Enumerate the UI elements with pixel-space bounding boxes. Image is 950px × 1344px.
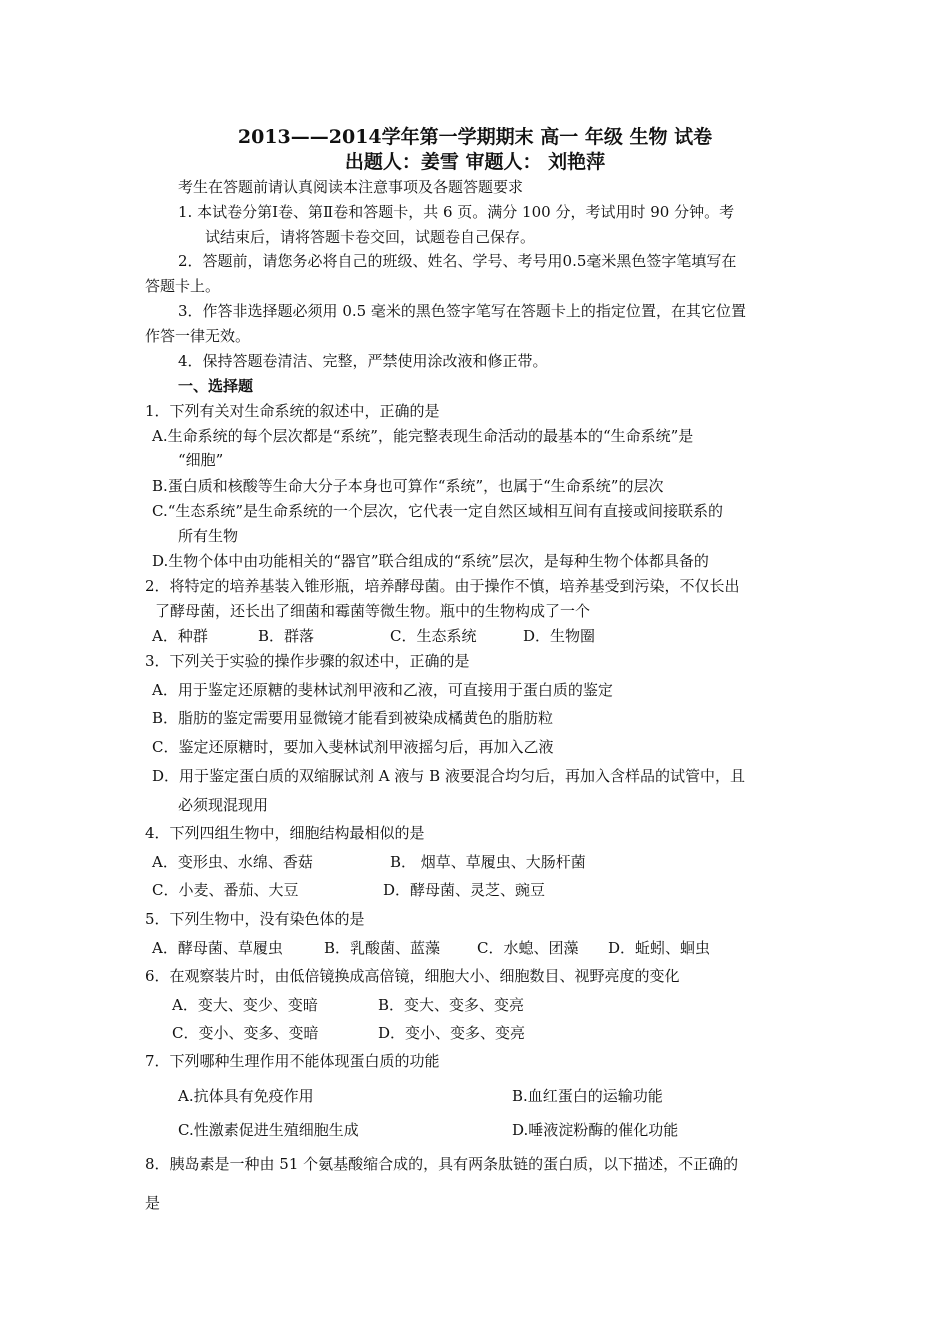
- question-6-option-b: B．变大、变多、变亮: [378, 996, 525, 1014]
- question-2-stem: 2．将特定的培养基装入锥形瓶，培养酵母菌。由于操作不慎，培养基受到污染，不仅长出: [145, 577, 740, 595]
- question-3-option-d-cont: 必须现混现用: [178, 796, 269, 814]
- question-1-option-d: D.生物个体中由功能相关的“器官”联合组成的“系统”层次，是每种生物个体都具备的: [152, 552, 709, 570]
- question-1-option-a: A.生命系统的每个层次都是“系统”，能完整表现生命活动的最基本的“生命系统”是: [152, 427, 694, 445]
- notice-item-4: 4．保持答题卷清洁、完整，严禁使用涂改液和修正带。: [178, 352, 548, 370]
- question-6-option-c: C．变小、变多、变暗: [172, 1024, 319, 1042]
- question-1-option-a-cont: “细胞”: [178, 451, 224, 469]
- question-2-stem-cont: 了酵母菌，还长出了细菌和霉菌等微生物。瓶中的生物构成了一个: [155, 602, 591, 620]
- question-3-option-a: A．用于鉴定还原糖的斐林试剂甲液和乙液，可直接用于蛋白质的鉴定: [152, 681, 613, 699]
- notice-item-1: 1. 本试卷分第Ⅰ卷、第Ⅱ卷和答题卡，共 6 页。满分 100 分，考试用时 90 分钟。考: [178, 203, 735, 221]
- question-5-option-a: A．酵母菌、草履虫: [152, 939, 283, 957]
- question-3-option-b: B．脂肪的鉴定需要用显微镜才能看到被染成橘黄色的脂肪粒: [152, 709, 554, 727]
- question-5-stem: 5．下列生物中，没有染色体的是: [145, 910, 365, 928]
- question-4-option-a: A．变形虫、水绵、香菇: [152, 853, 313, 871]
- question-7-stem: 7．下列哪种生理作用不能体现蛋白质的功能: [145, 1052, 440, 1070]
- question-5-option-d: D．蚯蚓、蛔虫: [608, 939, 711, 957]
- question-8-stem-cont: 是: [145, 1194, 161, 1212]
- notice-item-2-cont: 答题卡上。: [145, 277, 221, 295]
- question-6-option-d: D．变小、变多、变亮: [378, 1024, 526, 1042]
- question-3-option-c: C．鉴定还原糖时，要加入斐林试剂甲液摇匀后，再加入乙液: [152, 738, 554, 756]
- notice-item-3: 3．作答非选择题必须用 0.5 毫米的黑色签字笔写在答题卡上的指定位置，在其它位置: [178, 302, 746, 320]
- question-3-stem: 3．下列关于实验的操作步骤的叙述中，正确的是: [145, 652, 470, 670]
- question-6-option-a: A．变大、变少、变暗: [172, 996, 318, 1014]
- exam-title: 2013——2014学年第一学期期末 高一 年级 生物 试卷: [237, 126, 713, 148]
- question-7-option-b: B.血红蛋白的运输功能: [512, 1087, 663, 1105]
- question-2-option-a: A．种群: [152, 627, 208, 645]
- notice-intro: 考生在答题前请认真阅读本注意事项及各题答题要求: [178, 178, 524, 196]
- section-heading: 一、选择题: [178, 377, 254, 395]
- question-8-stem: 8．胰岛素是一种由 51 个氨基酸缩合成的，具有两条肽链的蛋白质，以下描述，不正确的: [145, 1155, 739, 1173]
- question-2-option-d: D．生物圈: [523, 627, 596, 645]
- question-4-stem: 4．下列四组生物中，细胞结构最相似的是: [145, 824, 425, 842]
- question-5-option-b: B．乳酸菌、蓝藻: [324, 939, 441, 957]
- question-6-stem: 6．在观察装片时，由低倍镜换成高倍镜，细胞大小、细胞数目、视野亮度的变化: [145, 967, 680, 985]
- notice-item-1-cont: 试结束后，请将答题卡卷交回，试题卷自己保存。: [205, 228, 536, 246]
- question-7-option-c: C.性激素促进生殖细胞生成: [178, 1121, 359, 1139]
- question-5-option-c: C．水螅、团藻: [477, 939, 579, 957]
- question-1-stem: 1．下列有关对生命系统的叙述中，正确的是: [145, 402, 440, 420]
- question-2-option-b: B．群落: [258, 627, 315, 645]
- question-1-option-b: B.蛋白质和核酸等生命大分子本身也可算作“系统”，也属于“生命系统”的层次: [152, 477, 664, 495]
- question-7-option-a: A.抗体具有免疫作用: [178, 1087, 314, 1105]
- notice-item-3-cont: 作答一律无效。: [145, 327, 251, 345]
- question-1-option-c: C.“生态系统”是生命系统的一个层次，它代表一定自然区域相互间有直接或间接联系的: [152, 502, 724, 520]
- question-1-option-c-cont: 所有生物: [178, 527, 239, 545]
- exam-authors: 出题人：姜雪 审题人： 刘艳萍: [344, 151, 606, 173]
- question-4-option-d: D．酵母菌、灵芝、豌豆: [383, 881, 546, 899]
- question-4-option-b: B． 烟草、草履虫、大肠杆菌: [390, 853, 586, 871]
- question-3-option-d: D．用于鉴定蛋白质的双缩脲试剂 A 液与 B 液要混合均匀后，再加入含样品的试管中，且: [152, 767, 745, 785]
- question-2-option-c: C．生态系统: [390, 627, 477, 645]
- question-7-option-d: D.唾液淀粉酶的催化功能: [512, 1121, 679, 1139]
- question-4-option-c: C．小麦、番茄、大豆: [152, 881, 299, 899]
- notice-item-2: 2．答题前，请您务必将自己的班级、姓名、学号、考号用0.5毫米黑色签字笔填写在: [178, 252, 737, 270]
